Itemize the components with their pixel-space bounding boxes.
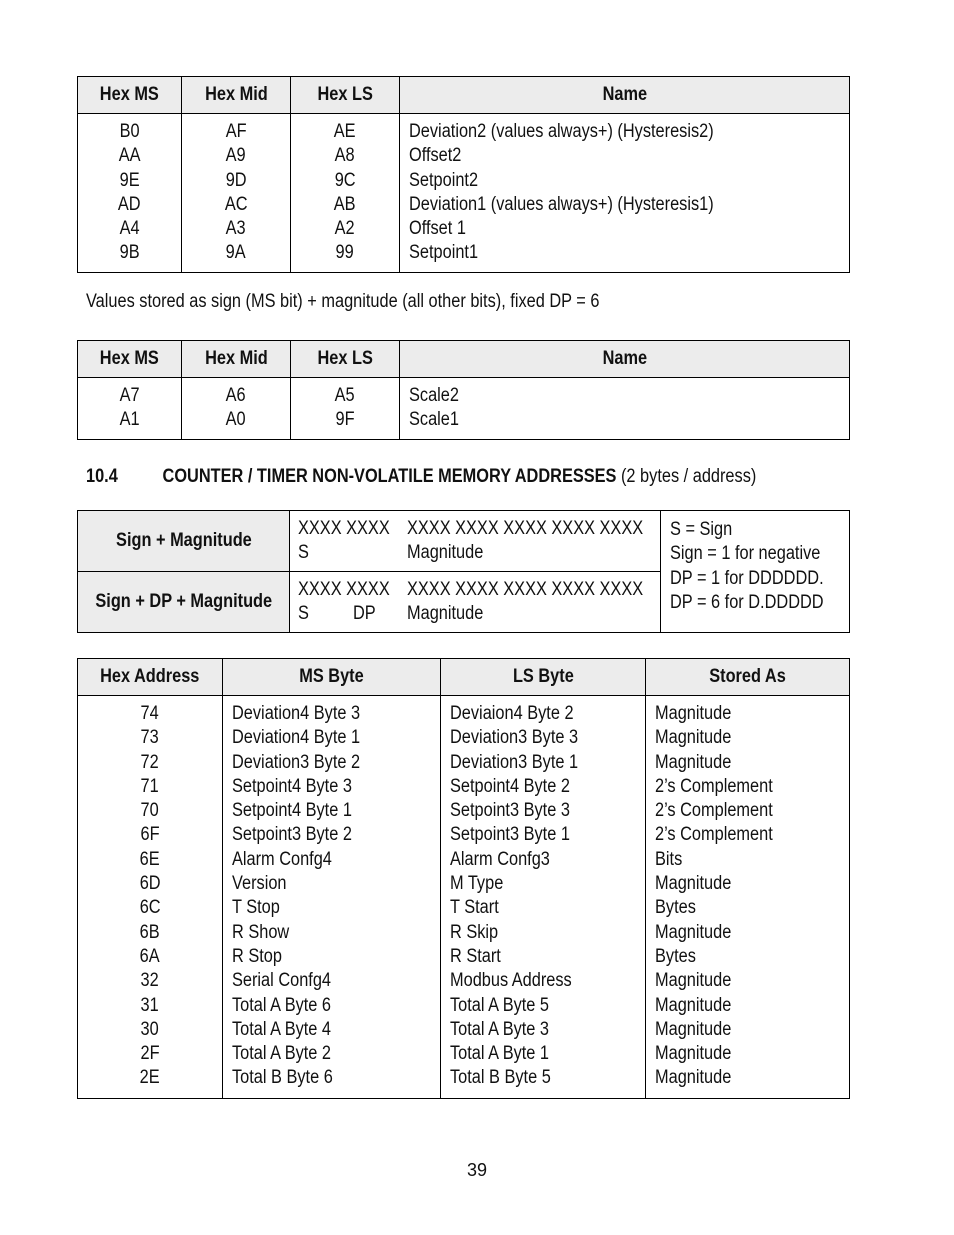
- cell: Offset 1: [409, 218, 466, 240]
- cell: Bytes: [655, 897, 696, 919]
- cell: AE: [334, 121, 356, 142]
- cell: Magnitude: [655, 1043, 732, 1065]
- cell: Deviation3 Byte 2: [232, 751, 361, 773]
- cell: 9D: [225, 169, 247, 191]
- col-header-hex-ls: Hex LS: [291, 341, 400, 378]
- cell: 2F: [140, 1043, 160, 1065]
- cell: Deviation1 (values always+) (Hysteresis1): [409, 193, 714, 215]
- cell: T Start: [450, 897, 499, 919]
- col-ls-byte: [441, 696, 646, 1099]
- section-number: 10.4: [86, 466, 118, 487]
- col-hex-ms: [78, 378, 182, 440]
- col-header-name: Name: [400, 77, 850, 114]
- col-hex-mid: [182, 378, 291, 440]
- cell: AF: [225, 121, 247, 142]
- col-header-hex-mid: Hex Mid: [182, 341, 291, 378]
- table-header-row: [78, 341, 850, 378]
- cell: Deviation2 (values always+) (Hysteresis2): [409, 121, 714, 142]
- cell: Setpoint3 Byte 3: [450, 800, 570, 822]
- cell: 9B: [119, 242, 140, 264]
- format-row-sign-magnitude: [78, 511, 850, 572]
- section-title: COUNTER / TIMER NON-VOLATILE MEMORY ADDRESSES: [162, 466, 617, 487]
- table-body-row: [78, 696, 850, 1099]
- cell: A7: [119, 385, 140, 406]
- section-suffix: (2 bytes / address): [620, 466, 757, 487]
- col-ms-byte: [223, 696, 441, 1099]
- cell: 6C: [139, 897, 161, 919]
- cell: Sign = 1 for negative: [670, 543, 821, 565]
- cell: Total A Byte 6: [232, 994, 332, 1016]
- cell: AD: [118, 193, 141, 215]
- cell: Alarm Confg3: [450, 848, 550, 870]
- cell: 30: [140, 1018, 160, 1040]
- table-header-row: [78, 77, 850, 114]
- register-table-setpoints: [77, 76, 850, 273]
- cell: Scale2: [409, 385, 459, 406]
- format-legend: [661, 511, 850, 633]
- cell: AB: [334, 193, 356, 215]
- col-stored-as: [646, 696, 850, 1099]
- cell: A9: [226, 145, 246, 167]
- col-name: [400, 114, 850, 273]
- cell: Setpoint1: [409, 242, 479, 264]
- cell: Deviation4 Byte 1: [232, 727, 361, 749]
- cell: Magnitude: [655, 921, 732, 943]
- cell: Bits: [655, 848, 683, 870]
- col-name: [400, 378, 850, 440]
- cell: Magnitude: [655, 1067, 732, 1089]
- cell: Magnitude: [655, 727, 732, 749]
- cell: Deviation3 Byte 3: [450, 727, 579, 749]
- col-header-hex-ls: Hex LS: [291, 77, 400, 114]
- table-header-row: [78, 659, 850, 696]
- cell: Modbus Address: [450, 970, 572, 992]
- storage-note: Values stored as sign (MS bit) + magnitude (all other bits), fixed DP = 6: [86, 291, 600, 312]
- format-label-sign-magnitude: Sign + Magnitude: [78, 511, 290, 572]
- cell: Magnitude: [655, 1018, 732, 1040]
- cell: 32: [140, 970, 160, 992]
- cell: T Stop: [232, 897, 280, 919]
- col-header-hex-ms: Hex MS: [78, 77, 182, 114]
- format-bits-sign-magnitude: XXXX XXXX XXXX XXXX XXXX XXXX XXXX S Magnitude: [289, 511, 660, 572]
- cell: 6E: [140, 848, 160, 870]
- counter-timer-address-table: [77, 658, 850, 1099]
- cell: 73: [140, 727, 160, 749]
- cell: Total A Byte 4: [232, 1018, 332, 1040]
- cell: 31: [140, 994, 160, 1016]
- cell: Magnitude: [655, 994, 732, 1016]
- cell: Deviation4 Byte 3: [232, 703, 361, 724]
- cell: 2’s Complement: [655, 800, 773, 822]
- cell: 6D: [139, 873, 161, 895]
- format-bits-sign-dp-magnitude: XXXX XXXX XXXX XXXX XXXX XXXX XXXX S DP Magnitude: [289, 572, 660, 633]
- cell: A3: [226, 218, 246, 240]
- cell: Magnitude: [655, 970, 732, 992]
- col-hex-address: [78, 696, 223, 1099]
- col-hex-ls: [291, 114, 400, 273]
- cell: AA: [118, 145, 141, 167]
- cell: Magnitude: [655, 703, 732, 724]
- col-header-ms-byte: MS Byte: [223, 659, 441, 696]
- cell: 9F: [335, 409, 355, 431]
- table-body-row: [78, 114, 850, 273]
- cell: Deviation3 Byte 1: [450, 751, 579, 773]
- cell: 6A: [140, 945, 160, 967]
- col-header-stored-as: Stored As: [646, 659, 850, 696]
- cell: R Show: [232, 921, 290, 943]
- cell: 9A: [226, 242, 246, 264]
- col-hex-ms: [78, 114, 182, 273]
- col-header-hex-mid: Hex Mid: [182, 77, 291, 114]
- format-label-sign-dp-magnitude: Sign + DP + Magnitude: [78, 572, 290, 633]
- col-header-ls-byte: LS Byte: [441, 659, 646, 696]
- cell: 9E: [119, 169, 140, 191]
- cell: 2’s Complement: [655, 775, 773, 797]
- col-hex-ls: [291, 378, 400, 440]
- cell: A4: [119, 218, 140, 240]
- cell: Offset2: [409, 145, 462, 167]
- cell: A5: [335, 385, 355, 406]
- cell: A0: [226, 409, 246, 431]
- col-header-name: Name: [400, 341, 850, 378]
- cell: Setpoint3 Byte 1: [450, 824, 570, 846]
- cell: AC: [224, 193, 248, 215]
- cell: Total A Byte 2: [232, 1043, 332, 1065]
- cell: Total A Byte 5: [450, 994, 550, 1016]
- cell: Setpoint3 Byte 2: [232, 824, 352, 846]
- cell: Alarm Confg4: [232, 848, 332, 870]
- cell: A2: [335, 218, 355, 240]
- table-body-row: [78, 378, 850, 440]
- cell: Total A Byte 3: [450, 1018, 550, 1040]
- cell: Setpoint4 Byte 2: [450, 775, 570, 797]
- cell: Deviaion4 Byte 2: [450, 703, 574, 724]
- cell: 71: [140, 775, 160, 797]
- cell: 6B: [140, 921, 160, 943]
- cell: R Stop: [232, 945, 282, 967]
- cell: R Skip: [450, 921, 499, 943]
- cell: DP = 1 for DDDDDD.: [670, 567, 824, 589]
- cell: A8: [335, 145, 355, 167]
- section-heading: [86, 466, 865, 488]
- cell: Setpoint4 Byte 3: [232, 775, 352, 797]
- cell: S = Sign: [670, 519, 733, 540]
- col-hex-mid: [182, 114, 291, 273]
- cell: R Start: [450, 945, 501, 967]
- page-number: 39: [466, 1160, 488, 1180]
- cell: Magnitude: [655, 873, 732, 895]
- cell: A1: [119, 409, 140, 431]
- cell: 72: [140, 751, 160, 773]
- cell: 74: [140, 703, 160, 724]
- register-table-scales: [77, 340, 850, 440]
- cell: Version: [232, 873, 287, 895]
- cell: DP = 6 for D.DDDDD: [670, 591, 824, 613]
- cell: 2’s Complement: [655, 824, 773, 846]
- cell: Magnitude: [655, 751, 732, 773]
- format-table: [77, 510, 850, 633]
- cell: Total B Byte 6: [232, 1067, 333, 1089]
- cell: 70: [140, 800, 160, 822]
- cell: B0: [119, 121, 140, 142]
- cell: 99: [335, 242, 355, 264]
- cell: Total A Byte 1: [450, 1043, 550, 1065]
- cell: Scale1: [409, 409, 459, 431]
- cell: M Type: [450, 873, 504, 895]
- col-header-hex-ms: Hex MS: [78, 341, 182, 378]
- cell: Setpoint4 Byte 1: [232, 800, 352, 822]
- cell: 2E: [140, 1067, 160, 1089]
- cell: Serial Confg4: [232, 970, 332, 992]
- cell: Total B Byte 5: [450, 1067, 551, 1089]
- cell: Setpoint2: [409, 169, 479, 191]
- cell: A6: [226, 385, 246, 406]
- col-header-hex-address: Hex Address: [78, 659, 223, 696]
- cell: 6F: [140, 824, 160, 846]
- cell: Bytes: [655, 945, 696, 967]
- cell: 9C: [334, 169, 356, 191]
